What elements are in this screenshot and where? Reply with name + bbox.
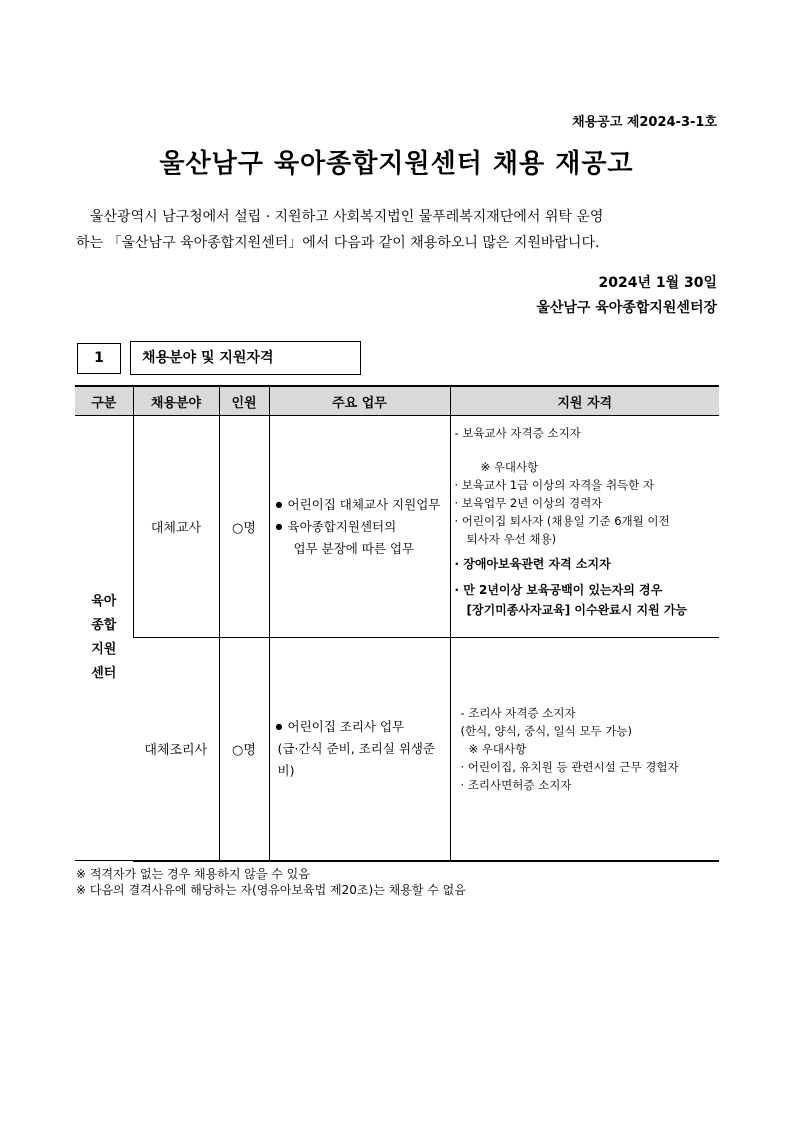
qual-line: · 조리사면허증 소지자	[460, 777, 572, 792]
duty-text: 어린이집 대체교사 지원업무	[287, 496, 441, 512]
qual-line: · 보육업무 2년 이상의 경력자	[454, 496, 603, 510]
field-cell: 대체조리사	[133, 638, 219, 861]
qual-line: · 만 2년이상 보육공백이 있는자의 경우	[454, 583, 663, 597]
table-row	[75, 416, 719, 638]
intro-paragraph	[76, 204, 718, 256]
duties-cell	[269, 638, 450, 861]
division-text-3: 지원	[91, 642, 117, 657]
header-division: 구분	[75, 386, 133, 416]
qualifications-cell	[450, 638, 719, 861]
signer: 울산남구 육아종합지원센터장	[536, 300, 717, 316]
field-cell: 대체교사	[133, 416, 219, 638]
division-text-1: 육아	[91, 594, 117, 609]
intro-line-1: 울산광역시 남구청에서 설립 · 지원하고 사회복지법인 물푸레복지재단에서 위탁 운영	[90, 209, 604, 225]
qual-line: [장기미종사자교육] 이수완료시 지원 가능	[466, 603, 688, 617]
qual-line: · 어린이집, 유치원 등 관련시설 근무 경험자	[460, 759, 679, 774]
intro-line-2: 하는 「울산남구 육아종합지원센터」에서 다음과 같이 채용하오니 많은 지원바랍니다.	[76, 235, 600, 251]
duty-text-cont: 업무 분장에 따른 업무	[293, 540, 415, 556]
qual-line: ※ 우대사항	[468, 741, 527, 756]
duty-item	[274, 494, 450, 516]
duties-cell	[269, 416, 450, 638]
duty-item	[274, 716, 450, 738]
header-duties: 주요 업무	[269, 386, 450, 416]
duty-text-cont: (급·간식 준비, 조리실 위생준비)	[277, 740, 436, 778]
note-line: ※ 다음의 결격사유에 해당하는 자(영유아보육법 제20조)는 채용할 수 없음	[76, 883, 466, 897]
qual-line: - 보육교사 자격증 소지자	[454, 426, 581, 440]
header-field: 채용분야	[133, 386, 219, 416]
qual-line: (한식, 양식, 중식, 일식 모두 가능)	[460, 723, 633, 738]
table-row	[75, 638, 719, 861]
division-cell	[75, 416, 133, 861]
page-title: 울산남구 육아종합지원센터 채용 재공고	[159, 149, 634, 179]
note-line: ※ 적격자가 없는 경우 채용하지 않을 수 있음	[76, 867, 310, 881]
duty-text: 어린이집 조리사 업무	[287, 718, 405, 734]
duty-item	[274, 516, 450, 560]
section-title: 채용분야 및 지원자격	[130, 341, 361, 375]
duty-text: 육아종합지원센터의	[287, 518, 397, 534]
recruitment-table	[75, 385, 719, 862]
qual-line: · 보육교사 1급 이상의 자격을 취득한 자	[454, 478, 655, 492]
section-number: 1	[77, 343, 121, 374]
qual-line: · 어린이집 퇴사자 (채용일 기준 6개월 이전	[454, 514, 670, 528]
notice-number: 채용공고 제2024-3-1호	[572, 115, 717, 130]
table-header-row	[75, 386, 719, 416]
qual-line: 퇴사자 우선 채용)	[466, 532, 557, 546]
header-qualifications: 지원 자격	[450, 386, 719, 416]
notes	[76, 866, 466, 898]
qual-line: - 조리사 자격증 소지자	[460, 705, 576, 720]
division-text-4: 센터	[91, 666, 117, 681]
division-text-2: 종합	[91, 618, 117, 633]
header-count: 인원	[219, 386, 269, 416]
notice-date: 2024년 1월 30일	[598, 275, 717, 291]
count-cell: ○명	[219, 638, 269, 861]
count-cell: ○명	[219, 416, 269, 638]
qual-line: · 장애아보육관련 자격 소지자	[454, 557, 611, 571]
qualifications-cell	[450, 416, 719, 638]
qual-line: ※ 우대사항	[480, 460, 539, 474]
